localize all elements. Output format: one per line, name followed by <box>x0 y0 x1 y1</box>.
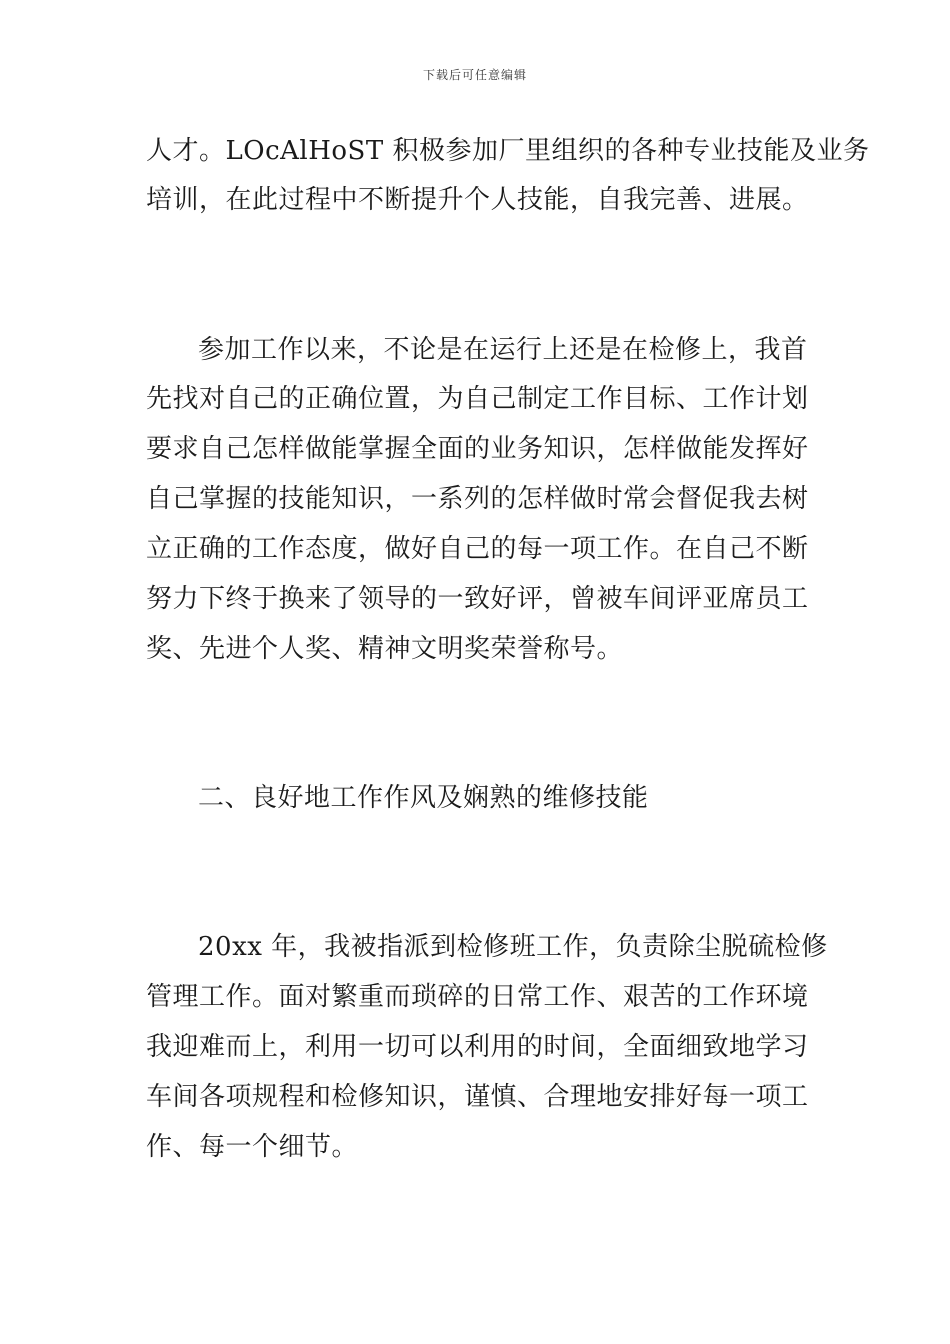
text-line: 自己掌握的技能知识，一系列的怎样做时常会督促我去树 <box>146 484 809 514</box>
paragraph-first-line: 参加工作以来，不论是在运行上还是在检修上，我首 <box>198 335 808 365</box>
page-header: 下载后可任意编辑 <box>422 68 527 82</box>
text-line: 人才。LOcAlHoST 积极参加厂里组织的各种专业技能及业务 <box>146 136 870 166</box>
text-line: 先找对自己的正确位置，为自己制定工作目标、工作计划 <box>146 384 809 414</box>
text-line: 要求自己怎样做能掌握全面的业务知识，怎样做能发挥好 <box>146 434 809 464</box>
text-line: 立正确的工作态度，做好自己的每一项工作。在自己不断 <box>146 534 809 564</box>
text-line: 管理工作。面对繁重而琐碎的日常工作、艰苦的工作环境 <box>146 982 809 1012</box>
text-line: 车间各项规程和检修知识，谨慎、合理地安排好每一项工 <box>146 1082 809 1112</box>
text-line: 培训，在此过程中不断提升个人技能，自我完善、进展。 <box>146 185 809 215</box>
paragraph-first-line: 20xx 年，我被指派到检修班工作，负责除尘脱硫检修 <box>198 932 828 962</box>
text-line: 努力下终于换来了领导的一致好评，曾被车间评亚席员工 <box>146 584 809 614</box>
text-line: 奖、先进个人奖、精神文明奖荣誉称号。 <box>146 634 624 664</box>
text-line: 我迎难而上，利用一切可以利用的时间，全面细致地学习 <box>146 1032 809 1062</box>
text-line: 作、每一个细节。 <box>146 1132 359 1162</box>
section-heading: 二、良好地工作作风及娴熟的维修技能 <box>198 783 649 813</box>
